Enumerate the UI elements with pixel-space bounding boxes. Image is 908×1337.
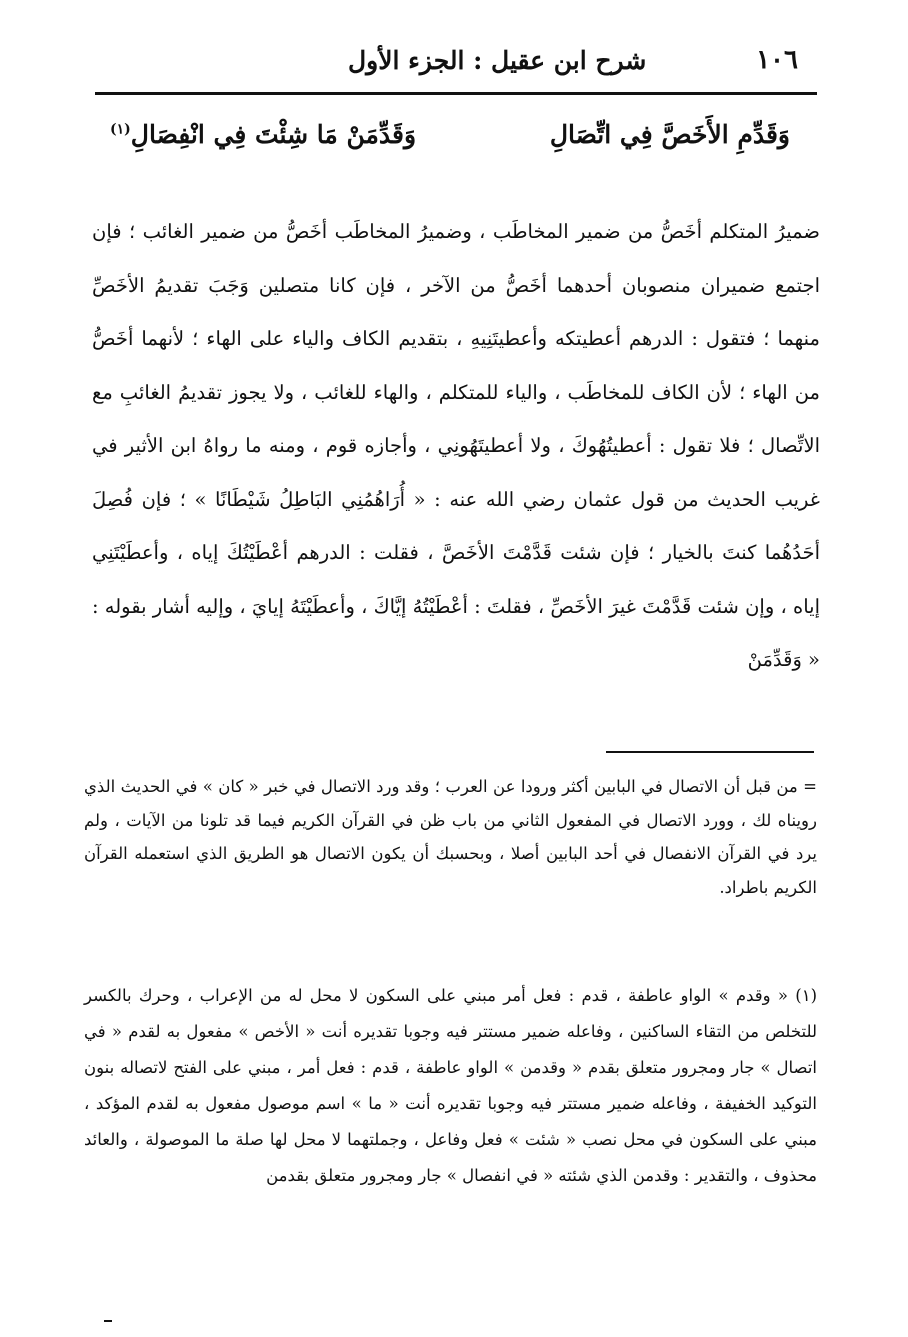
page-header (98, 34, 798, 86)
page-number: ١٠٦ (756, 45, 798, 75)
header-rule (95, 92, 817, 95)
running-title: شرح ابن عقيل : الجزء الأول (348, 45, 647, 75)
footnote-continuation: = من قبل أن الاتصال في البابين أكثر ورودا عن العرب ؛ وقد ورد الاتصال في خبر « كان » في الحديث الذي رويناه لك ، وورد الاتصال في المفعول الثاني من باب ظن في القرآن الكريم فيما قد تلونا من الآيات ، ولم يرد في القرآن الانفصال في أحد البابين أصلا ، وبحسبك أن يكون الاتصال هو الطريق الذي استعمله القرآن الكريم باطراد. (84, 777, 817, 897)
footnote-marker: (١) (110, 121, 131, 138)
verse-hemistich-2: وَقَدِّمَنْ مَا شِئْتَ فِي انْفِصَالِ$^{(١)}$ (110, 120, 417, 149)
footnote-1: (١) « وقدم » الواو عاطفة ، قدم : فعل أمر مبني على السكون لا محل له من الإعراب ، وحرك بالكسر للتخلص من التقاء الساكنين ، وفاعله ضمير مستتر فيه وجوبا تقديره أنت « الأخص » مفعول به لقدم « في اتصال » جار ومجرور متعلق بقدم « وقدمن » الواو عاطفة ، قدم : فعل أمر ، مبني على الفتح لاتصاله بنون التوكيد الخفيفة ، وفاعله ضمير مستتر فيه وجوبا تقديره أنت « ما » اسم موصول مفعول به لقدم المؤكد ، مبني على السكون في محل نصب « شئت » فعل وفاعل ، وجملتهما لا محل لها صلة ما الموصولة ، والعائد محذوف ، والتقدير : وقدمن الذي شئته « في انفصال » جار ومجرور متعلق بقدمن (84, 986, 817, 1185)
verse-hemistich-1: وَقَدِّمِ الأَخَصَّ فِي اتِّصَالِ (549, 120, 790, 149)
verse-line (110, 120, 790, 149)
commentary-paragraph: ضميرُ المتكلم أخَصُّ من ضمير المخاطَب ، وضميرُ المخاطَب أخَصُّ من ضمير الغائب ؛ فإن اجتمع ضميران منصوبان أحدهما أخَصُّ من الآخر ، فإن كانا متصلين وَجَبَ تقديمُ الأخَصِّ منهما ؛ فتقول : الدرهم أعطيتكه وأعطيتَنِيهِ ، بتقديم الكاف والياء على الهاء ؛ لأنهما أخَصُّ من الهاء ؛ لأن الكاف للمخاطَب ، والياء للمتكلم ، والهاء للغائب ، ولا يجوز تقديمُ الغائبِ مع الاتِّصال ؛ فلا تقول : أعطيتُهُوكَ ، ولا أعطيتَهُونِي ، وأجازه قوم ، ومنه ما رواهُ ابن الأثير في غريب الحديث من قول عثمان رضي الله عنه : « أُرَاهُمُنِي البَاطِلُ شَيْطَانًا » ؛ فإن فُصِلَ أحَدُهُما كنتَ بالخيار ؛ فإن شئت قَدَّمْتَ الأخَصَّ ، فقلت : الدرهم أعْطَيْتُكَ إياه ، وأعطَيْتَنِي إياه ، وإن شئت قَدَّمْتَ غيرَ الأخَصِّ ، فقلتَ : أعْطَيْتُهُ إيَّاكَ ، وأعطَيْتَهُ إيايَ ، وإليه أشار بقوله : « وَقَدِّمَنْ (92, 220, 820, 671)
footnote-separator (606, 751, 814, 753)
commentary-text (92, 205, 820, 687)
page-bottom-mark (104, 1320, 112, 1322)
